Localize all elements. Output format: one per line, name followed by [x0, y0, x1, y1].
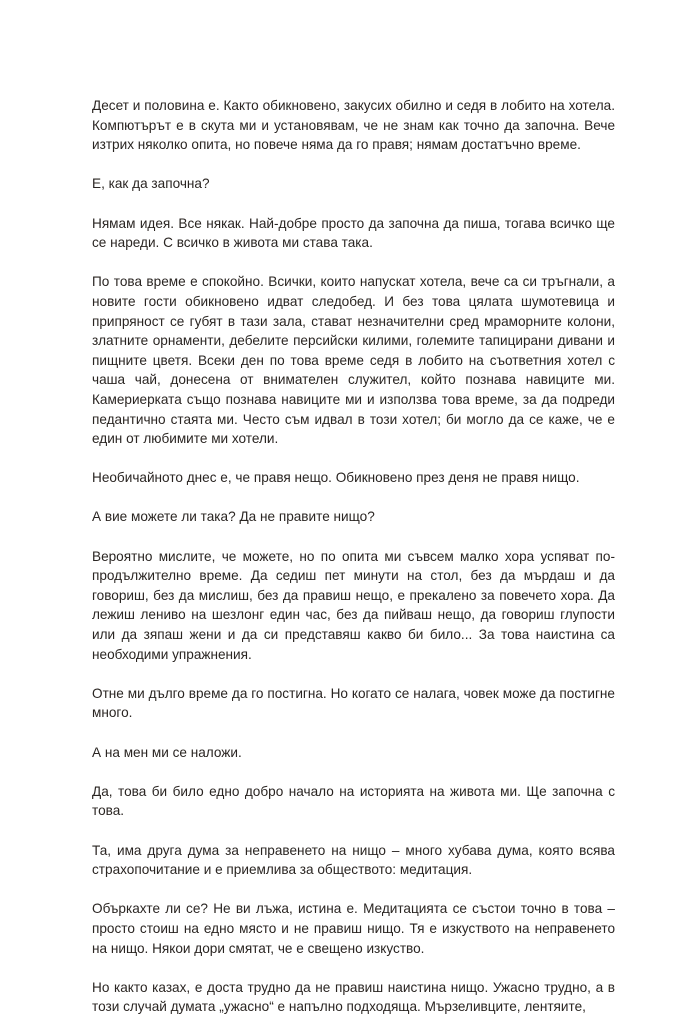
- paragraph-10: Да, това би било едно добро начало на историята на живота ми. Ще започна с това.: [92, 783, 615, 819]
- paragraph-2: Е, как да започна?: [92, 176, 210, 192]
- paragraph-6: А вие можете ли така? Да не правите нищо?: [92, 509, 375, 525]
- paragraph-4: По това време е спокойно. Всички, които напускат хотела, вече са си тръгнали, а новите гости обикновено идват следобед. И без това цялата шумотевица и припряност се губят в тази зала, стават незначителни сред мраморните колони, златните орнаменти, дебелите персийски килими, големите тапицирани дивани и пищните цветя. Всеки ден по това време седя в лобито на съответния хотел с чаша чай, донесена от внимателен служител, който познава навиците ми. Камериерката също познава навиците ми и използва това време, за да подреди педантично стаята ми. Често съм идвал в този хотел; би могло да се каже, че е един от любимите ми хотели.: [92, 274, 615, 447]
- paragraph-5: Необичайното днес е, че правя нещо. Обикновено през деня не правя нищо.: [92, 470, 580, 486]
- paragraph-8: Отне ми дълго време да го постигна. Но когато се налага, човек може да постигне много.: [92, 685, 615, 721]
- paragraph-7: Вероятно мислите, че можете, но по опита ми съвсем малко хора успяват по-продължително време. Да седиш пет минути на стол, без да мърдаш и да говориш, без да мислиш, без да правиш нещо, е прекалено за повечето хора. Да лежиш лениво на шезлонг един час, без да пийваш нещо, да говориш глупости или да зяпаш жени и да си представяш какво би било... За това наистина са необходими упражнения.: [92, 548, 615, 662]
- paragraph-3: Нямам идея. Все някак. Най-добре просто да започна да пиша, тогава всичко ще се нареди. С всичко в живота ми става така.: [92, 215, 615, 251]
- paragraph-1: Десет и половина е. Както обикновено, закусих обилно и седя в лобито на хотела. Компютърът е в скута ми и установявам, че не знам как точно да започна. Вече изтрих няколко опита, но повече няма да го правя; нямам достатъчно време.: [92, 98, 615, 153]
- paragraph-12: Объркахте ли се? Не ви лъжа, истина е. Медитацията се състои точно в това – просто стоиш на едно място и не правиш нищо. Тя е изкуството на неправенето на нищо. Някои дори смятат, че е свещено изкуство.: [92, 901, 615, 956]
- paragraph-13: Но както казах, е доста трудно да не правиш наистина нищо. Ужасно трудно, а в този случай думата „ужасно“ е напълно подходяща. Мързеливците, лентяите,: [92, 979, 615, 1015]
- paragraph-11: Та, има друга дума за неправенето на нищо – много хубава дума, която всява страхопочитание и е приемлива за обществото: медитация.: [92, 842, 615, 878]
- paragraph-9: А на мен ми се наложи.: [92, 744, 242, 760]
- document-page: [92, 96, 615, 1017]
